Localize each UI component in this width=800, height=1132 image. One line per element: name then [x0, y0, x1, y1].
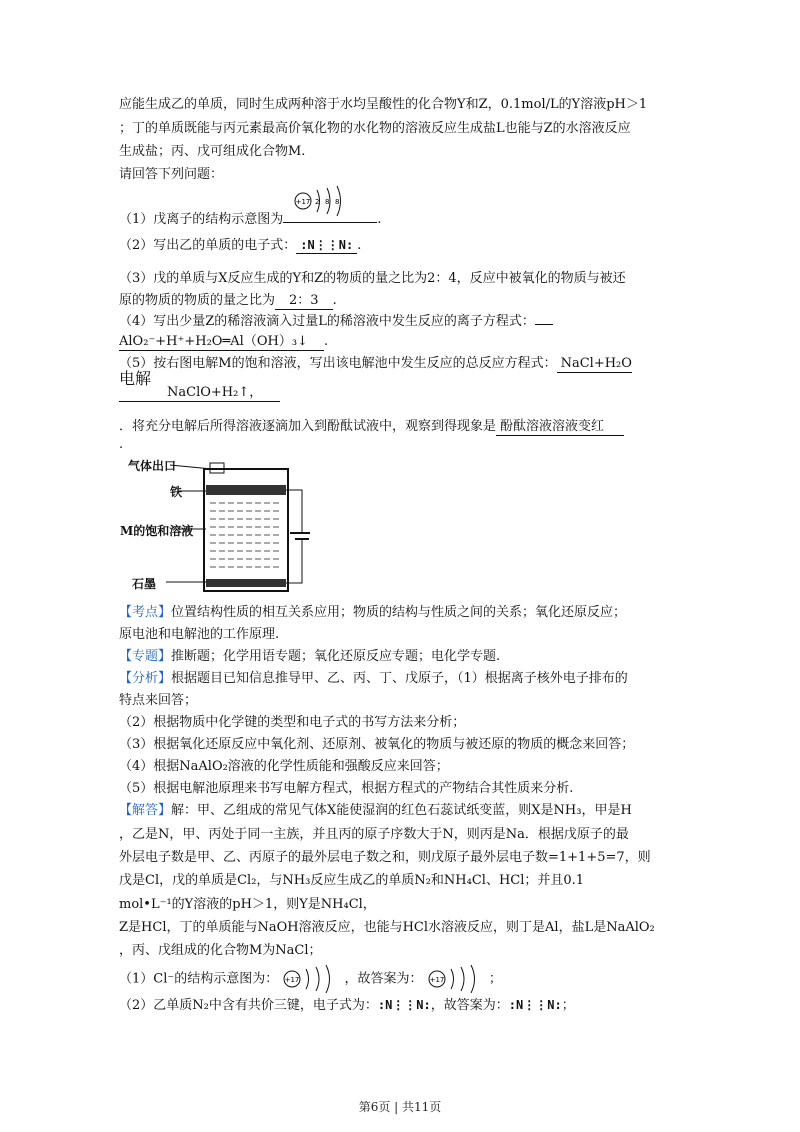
question-5-end: .: [119, 437, 124, 452]
ion-structure-icon: [293, 184, 353, 218]
jieda-line1: 【解答】解：甲、乙组成的常见气体X能使湿润的红色石蕊试纸变蓝，则X是NH₃，甲是H: [119, 803, 632, 818]
jieda-tag: 【解答】: [119, 803, 172, 818]
question-2: （2）写出乙的单质的电子式： :N⋮⋮N: .: [119, 238, 362, 253]
fenxi-line6: （5）根据电解池原理来书写电解方程式，根据方程式的产物结合其性质来分析.: [119, 781, 574, 796]
ion-structure-icon: [282, 964, 340, 994]
fenxi-line4: （3）根据氧化还原反应中氧化剂、还原剂、被氧化的物质与被还原的物质的概念来回答；: [119, 737, 635, 752]
svg-text:2: 2: [315, 198, 320, 206]
question-3-line1: （3）戊的单质与X反应生成的Y和Z的物质的量之比为2：4，反应中被氧化的物质与被还: [119, 271, 626, 286]
fenxi-line3: （2）根据物质中化学键的类型和电子式的书写方法来分析；: [119, 715, 466, 730]
ion-structure-icon: [427, 964, 485, 994]
text-line: ；丁的单质既能与丙元素最高价氧化物的水化物的溶液反应生成盐L也能与Z的水溶液反应: [119, 121, 631, 136]
question-5-line3: ．将充分电解后所得溶液逐滴加入到酚酞试液中，观察到得现象是 酚酞溶液溶液变红: [119, 418, 624, 436]
jieda-line5: mol•L⁻¹的Y溶液的pH＞1，则Y是NH₄Cl，: [119, 897, 376, 912]
jieda-line2: ，乙是N，甲、丙处于同一主族，并且丙的原子序数大于N，则丙是Na．根据戊原子的最: [119, 827, 629, 842]
kaodian-line2: 原电池和电解池的工作原理.: [119, 627, 280, 642]
svg-text:8: 8: [325, 198, 330, 206]
label-solution: M的饱和溶液: [120, 524, 194, 538]
question-4-line2: AlO₂⁻+H⁺+H₂O═Al（OH）₃↓ .: [119, 334, 329, 349]
answer-blank: AlO₂⁻+H⁺+H₂O═Al（OH）₃↓: [119, 334, 324, 351]
electrolysis-label: 电解: [119, 369, 152, 388]
jieda-line6: Z是HCl，丁的单质能与NaOH溶液反应，也能与HCl水溶液反应，则丁是Al，盐L是NaAlO₂: [119, 920, 655, 935]
svg-text:8: 8: [335, 198, 340, 206]
label-iron: 铁: [170, 485, 183, 499]
zhuanti-line: 【专题】推断题；化学用语专题；氧化还原反应专题；电化学专题.: [119, 649, 501, 664]
text-line: 请回答下列问题：: [119, 167, 224, 182]
question-5-line1: （5）按右图电解M的饱和溶液，写出该电解池中发生反应的总反应方程式： NaCl+H₂O: [119, 356, 632, 371]
kaodian-tag: 【考点】: [119, 605, 172, 620]
jieda-line8: （1）Cl⁻的结构示意图为： +17 ，故答案为： +17 ；: [119, 964, 502, 994]
fenxi-line1: 【分析】根据题目已知信息推导甲、乙、丙、丁、戊原子，（1）根据离子核外电子排布的: [119, 671, 628, 686]
label-graphite: 石墨: [132, 577, 157, 591]
electrolysis-diagram: [120, 455, 310, 600]
kaodian-line1: 【考点】位置结构性质的相互关系应用；物质的结构与性质之间的关系；氧化还原反应；: [119, 605, 627, 620]
answer-blank: [283, 198, 377, 223]
question-1: （1）戊离子的结构示意图为 +17 2 8 8 .: [119, 206, 381, 229]
jieda-line4: 戊是Cl，戊的单质是Cl₂，与NH₃反应生成乙的单质N₂和NH₄Cl、HCl；并且0.1: [119, 873, 585, 888]
n2-electron-formula: :N⋮⋮N:: [508, 998, 562, 1012]
answer-blank: :N⋮⋮N:: [296, 237, 357, 254]
answer-blank: 2：3: [275, 293, 333, 310]
zhuanti-tag: 【专题】: [119, 649, 172, 664]
svg-text:+17: +17: [285, 976, 300, 984]
question-3-line2: 原的物质的物质的量之比为 2：3 .: [119, 293, 337, 308]
page-footer: 第6页 | 共11页: [358, 1100, 442, 1114]
fenxi-line5: （4）根据NaAlO₂溶液的化学性质能和强酸反应来回答；: [119, 759, 449, 774]
svg-text:+17: +17: [295, 198, 311, 206]
jieda-line7: ，丙、戊组成的化合物M为NaCl；: [119, 943, 322, 958]
n2-electron-formula: :N⋮⋮N:: [377, 998, 431, 1012]
fenxi-line2: 特点来回答；: [119, 693, 198, 708]
question-4-line1: （4）写出少量Z的稀溶液滴入过量L的稀溶液中发生反应的离子方程式：: [119, 313, 553, 331]
jieda-line9: （2）乙单质N₂中含有共价三键，电子式为：:N⋮⋮N:，故答案为：:N⋮⋮N:；: [119, 998, 575, 1013]
question-5-line2: NaClO+H₂↑，: [119, 384, 280, 402]
text-line: 应能生成乙的单质，同时生成两种溶于水均呈酸性的化合物Y和Z，0.1mol/L的Y溶液pH＞1: [119, 97, 648, 112]
jieda-line3: 外层电子数是甲、乙、丙原子的最外层电子数之和，则戊原子最外层电子数=1+1+5=7，则: [119, 850, 651, 865]
text-line: 生成盐；丙、戊可组成化合物M.: [119, 144, 306, 159]
label-gas-outlet: 气体出口: [128, 459, 177, 473]
fenxi-tag: 【分析】: [119, 671, 172, 686]
svg-text:+17: +17: [429, 976, 445, 984]
